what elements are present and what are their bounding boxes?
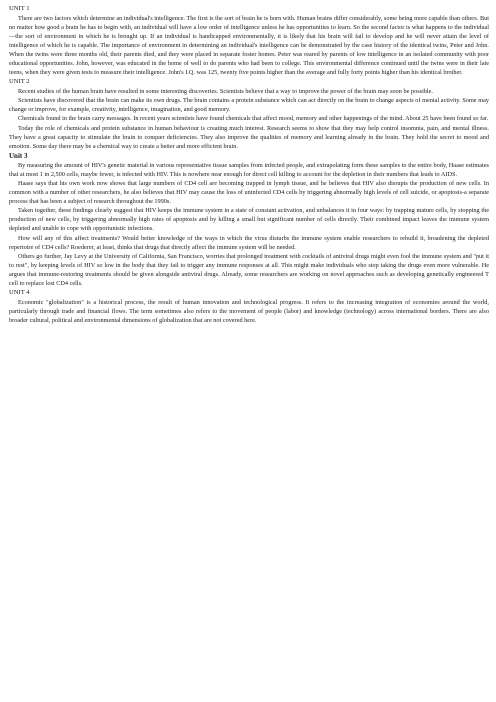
unit-3-paragraph-1: By measuring the amount of HIV's genetic material in various representative tissue samples from infected people, and extrapolating form these samples to the entire body, Haase estimates that at most 1 in 2,500 cells, maybe fewer, is infected with HIV. This is nowhere near enough for direct cell killing to account for the depletion in their numbers that leads to AIDS. (9, 162, 489, 179)
unit-3-paragraph-4: How will any of this affect treatments? Would better knowledge of the ways in which the virus disturbs the immune system enable researchers to rebuild it, broadening the depleted repertoire of CD4 cells? Roederer, at least, thinks that drugs that directly affect the immune system will be needed. (9, 234, 489, 251)
unit-1-paragraph-1: There are two factors which determine an individual's intelligence. The first is the sort of brain he is born with. Human brains differ considerably, some being more capable than others. But no matter how good a brain he has to begin with, an individual will have a low order of intelligence unless he has opportunities to learn. So the second factor is what happens to the individual—the sort of environment in which he is brought up. If an individual is handicapped environmentally, it is likely that his brain will fail to develop and he will never attain the level of intelligence of which he is capable. The importance of environment in determining an individual's intelligence can be demonstrated by the case history of the identical twins, Peter and John. When the twins were three months old, their parents died, and they were placed in separate foster homes. Peter was reared by parents of low intelligence in an isolated community with poor educational opportunities. John, however, was educated in the home of well to do parents who had been to college. This environmental difference continued until the twins were in their late teens, when they were given tests to measure their intelligence. John's I.Q. was 125, twenty five points higher than the average and fully forty points higher than his identical brother. (9, 15, 489, 77)
document-page (9, 4, 489, 325)
unit-3-paragraph-2: Haase says that his own work now shows that large numbers of CD4 cell are becoming trapped in lymph tissue, and he believes that HIV also disrupts the production of new cells. In common with a number of other researchers, he also believes that HIV may cause the loss of uninfected CD4 cells by triggering abnormally high levels of cell suicide, or apoptosis-a separate process that has been a subject of research throughout the 1990s. (9, 180, 489, 206)
unit-4-heading: UNIT 4 (9, 288, 30, 296)
unit-2-paragraph-3: Chemicals found in the brain carry messages. In recent years scientists have found chemicals that affect mood, memory and other happenings of the mind. About 25 have been found so far. (18, 115, 489, 123)
unit-4-paragraph-1: Economic "globalization" is a historical process, the result of human innovation and technological progress. It refers to the increasing integration of economies around the world, particularly through trade and financial flows. The term sometimes also refers to the movement of people (labor) and knowledge (technology) across international borders. There are also broader cultural, political and environmental dimensions of globalization that are not covered here. (9, 298, 489, 324)
unit-2-paragraph-1: Recent studies of the human brain have resulted in some interesting discoveries. Scientists believe that a way to improve the power of the brain may soon be possible. (18, 88, 433, 96)
unit-3-paragraph-3: Taken together, these findings clearly suggest that HIV keeps the immune system in a state of constant activation, and unbalances it in four ways: by trapping mature cells, by stopping the production of new cells, by triggering abnormally high rates of apoptosis and by killing a small but significant number of cells directly. Their combined impact leaves the immune system depleted and unable to cope with opportunistic infections. (9, 207, 489, 233)
unit-4-section (9, 288, 489, 325)
unit-3-paragraph-5: Others go further, Jay Levy at the University of California, San Francisco, worries that prolonged treatment with cocktails of antiviral drugs might even fool the immune system and "put it to rest", by keeping levels of HIV so low in the body that they fail to trigger any immune responses at all. This might make individuals who stop taking the drugs even more vulnerable. He argues that immune-restoring treatments should be given alongside antiviral drugs. Already, some researchers are working on novel approaches such as developing genetically engineered T cell to replace lost CD4 cells. (9, 252, 489, 287)
unit-2-paragraph-2: Scientists have discovered that the brain can make its own drugs. The brain contains a protein substance which can act directly on the brain to change aspects of mental activity. Some may change or improve, for example, creativity, intelligence, imagination, and good memory. (9, 97, 489, 114)
unit-2-heading: UNIT 2 (9, 78, 30, 86)
unit-3-section (9, 151, 489, 288)
unit-1-section (9, 4, 489, 77)
unit-1-heading: UNIT 1 (9, 5, 30, 12)
unit-3-heading: Unit 3 (9, 151, 28, 160)
unit-2-section (9, 77, 489, 150)
unit-2-paragraph-4: Today the role of chemicals and protein substance in human behaviour is creating much interest. Research seems to show that they may help control insomnia, pain, and mental illness. They have a great capacity to stimulate the brain to conquer deficiencies. They also improve the qualities of memory and learning already in the brain. They hold the secret to mood and emotion. Some day there may be a chemical way to create a better and more efficient brain. (9, 124, 489, 150)
